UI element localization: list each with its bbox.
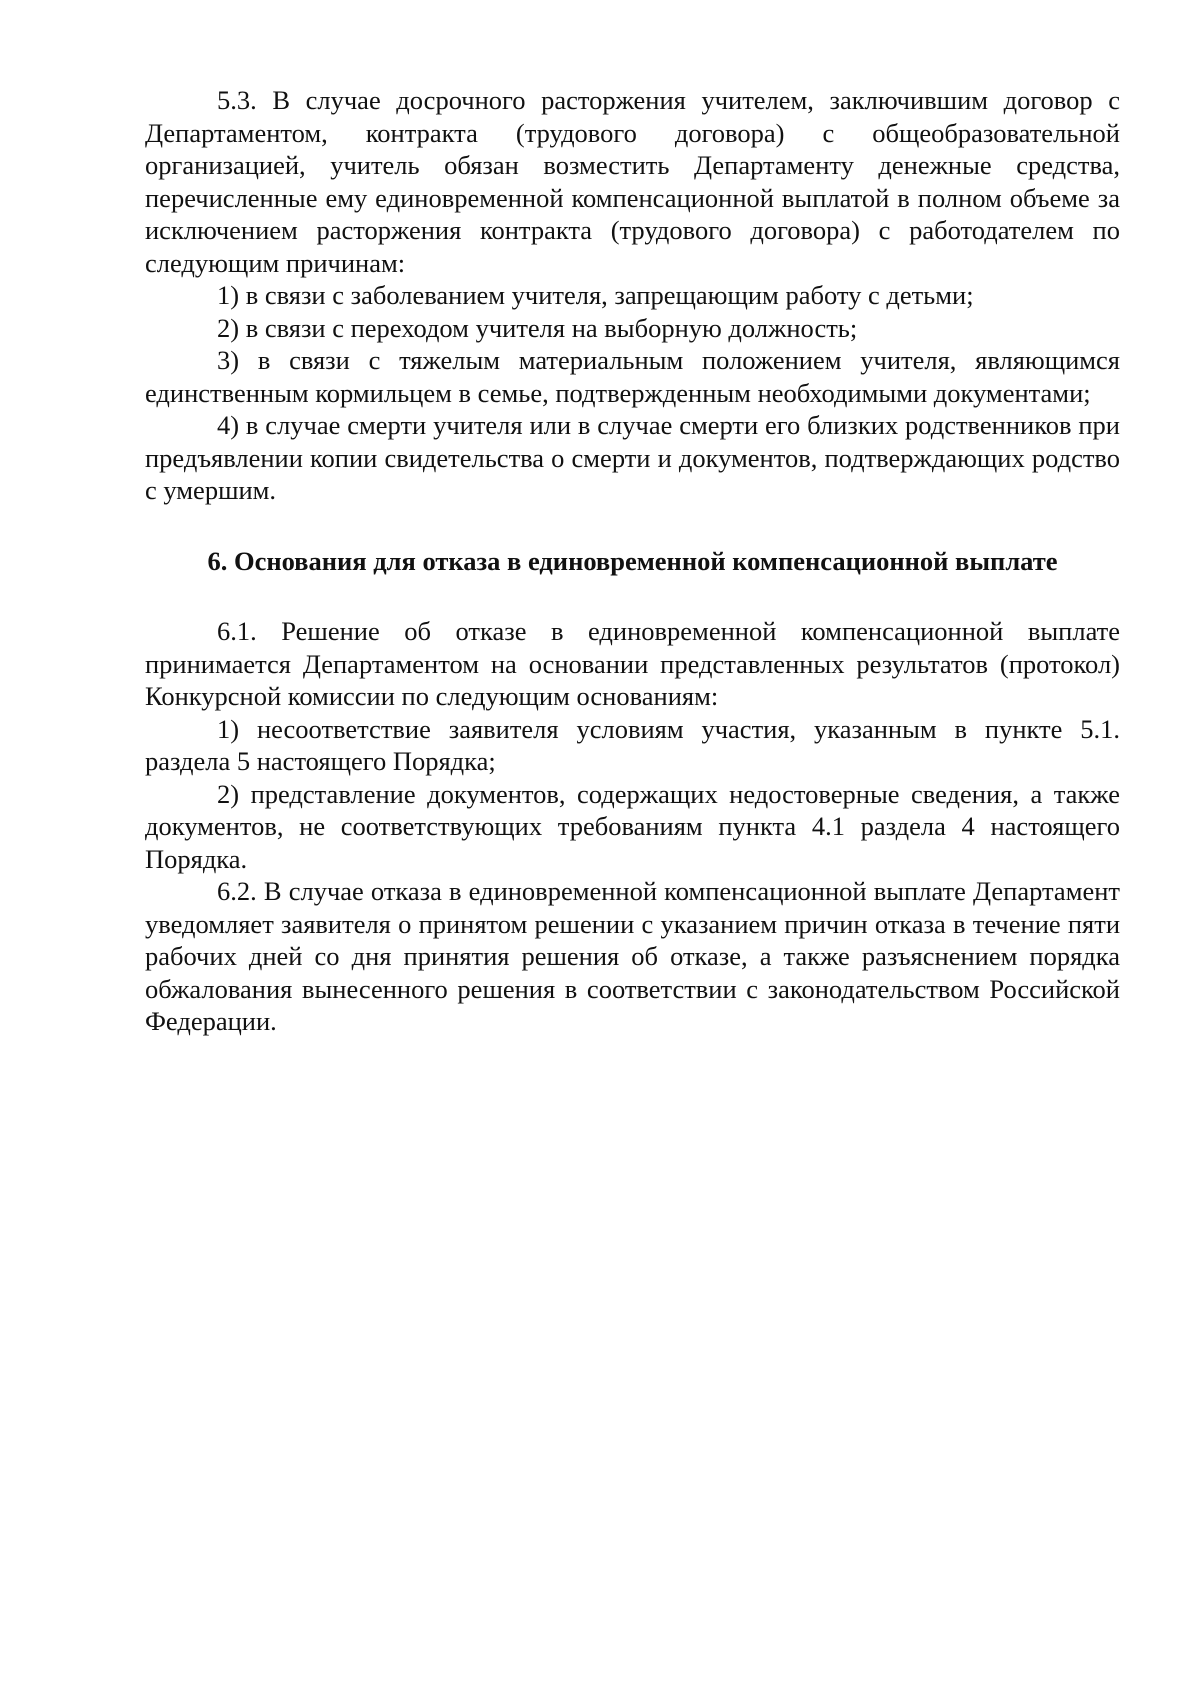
paragraph-5-3: 5.3. В случае досрочного расторжения учителем, заключившим договор с Департаментом, контракта (трудового договора) с общеобразовательной организацией, учитель обязан возместить Департаменту денежные средства, перечисленные ему единовременной компенсационной выплатой в полном объеме за исключением расторжения контракта (трудового договора) с работодателем по следующим причинам:: [145, 85, 1120, 278]
document-page: [145, 84, 1120, 1038]
section-6-heading: 6. Основания для отказа в единовременной компенсационной выплате: [207, 545, 1058, 576]
list-item-5-3-2: 2) в связи с переходом учителя на выборную должность;: [217, 312, 858, 343]
list-item-6-1-2: 2) представление документов, содержащих недостоверные сведения, а также документов, не соответствующих требованиям пункта 4.1 раздела 4 настоящего Порядка.: [145, 778, 1120, 874]
list-item-6-1-1: 1) несоответствие заявителя условиям участия, указанным в пункте 5.1. раздела 5 настоящего Порядка;: [145, 713, 1120, 776]
paragraph-6-2: 6.2. В случае отказа в единовременной компенсационной выплате Департамент уведомляет заявителя о принятом решении с указанием причин отказа в течение пяти рабочих дней со дня принятия решения об отказе, а также разъяснением порядка обжалования вынесенного решения в соответствии с законодательством Российской Федерации.: [145, 876, 1120, 1036]
paragraph-6-1: 6.1. Решение об отказе в единовременной компенсационной выплате принимается Департаментом на основании представленных результатов (протокол) Конкурсной комиссии по следующим основаниям:: [145, 616, 1120, 711]
list-item-5-3-1: 1) в связи с заболеванием учителя, запрещающим работу с детьми;: [217, 280, 974, 310]
list-item-5-3-4: 4) в случае смерти учителя или в случае смерти его близких родственников при предъявлении копии свидетельства о смерти и документов, подтверждающих родство с умершим.: [145, 410, 1120, 505]
list-item-5-3-3: 3) в связи с тяжелым материальным положением учителя, являющимся единственным кормильцем в семье, подтвержденным необходимыми документами;: [145, 345, 1120, 408]
